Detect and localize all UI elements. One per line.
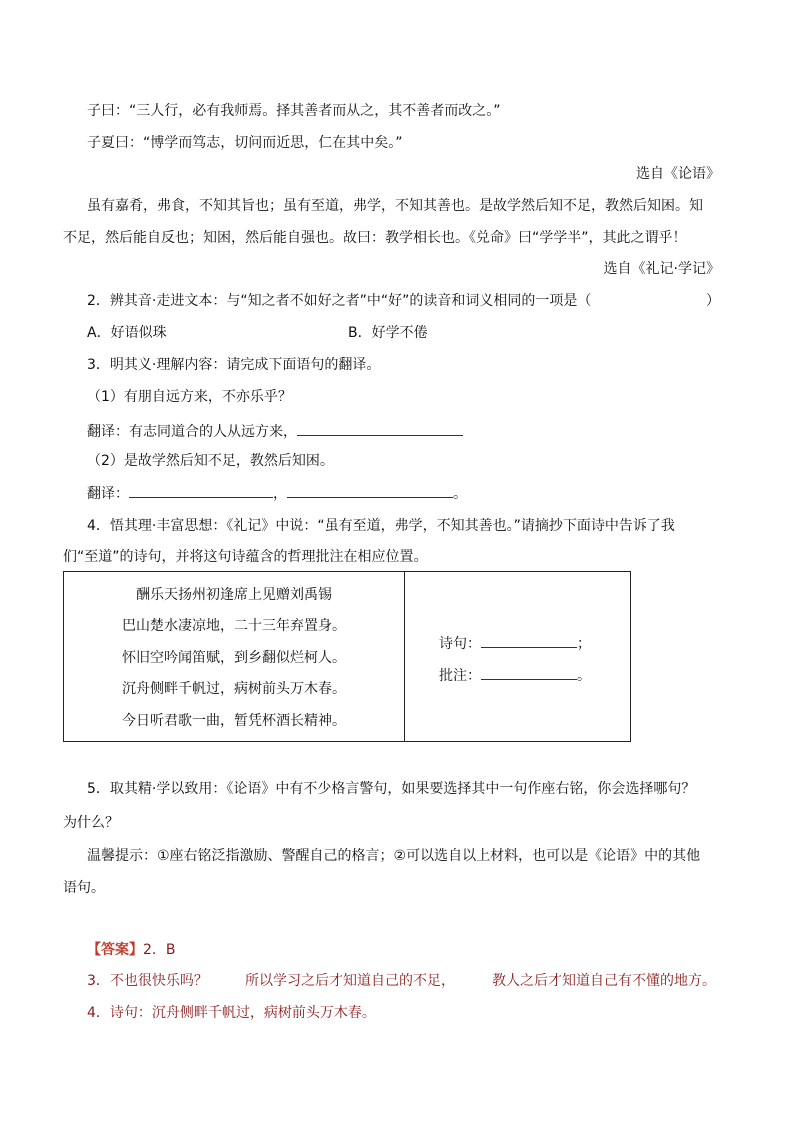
analects-quote-1: 子曰：“三人行，必有我师焉。择其善者而从之，其不善者而改之。”: [87, 103, 501, 119]
answer-3-part-2: 所以学习之后才知道自己的不足，: [245, 973, 455, 989]
translation-2-period: 。: [453, 486, 467, 502]
translation-1: [87, 421, 463, 442]
translation-2-blank-2[interactable]: [287, 483, 453, 498]
hint-line-1: 温馨提示：①座右铭泛指激励、警醒自己的格言；②可以选自以上材料，也可以是《论语》中的其他: [87, 848, 701, 864]
option-a: A．好语似珠: [87, 325, 167, 341]
hint-line-2: 语句。: [63, 880, 105, 896]
note-answer-end: 。: [577, 668, 591, 684]
poem-answer-end: ；: [577, 636, 591, 652]
answer-3-part-3: 教人之后才知道自己有不懂的地方。: [492, 973, 716, 989]
translation-1-prefix: 翻译：有志同道合的人从远方来，: [87, 424, 297, 440]
analects-quote-2: 子夏曰：“博学而笃志，切问而近思，仁在其中矣。”: [87, 135, 403, 151]
poem-answer-label: 诗句：: [439, 636, 481, 652]
translation-2-blank-1[interactable]: [129, 483, 273, 498]
note-answer-blank[interactable]: [481, 665, 577, 680]
poem-table: [63, 571, 631, 742]
note-answer-label: 批注：: [439, 668, 481, 684]
translation-2-prefix: 翻译：: [87, 486, 129, 502]
answer-3-part-1: 3．不也很快乐吗？: [87, 973, 208, 989]
question-5-line-2: 为什么？: [63, 815, 119, 831]
question-4-line-2: 们“至道”的诗句，并将这句诗蕴含的哲理批注在相应位置。: [63, 549, 428, 565]
poem-line-1: 巴山楚水凄凉地，二十三年弃置身。: [122, 618, 346, 634]
sentence-1: （1）有朋自远方来，不亦乐乎？: [87, 389, 292, 405]
poem-answer-blank[interactable]: [481, 633, 577, 648]
translation-2: [87, 483, 467, 504]
poem-line-3: 沉舟侧畔千帆过，病树前头万木春。: [122, 681, 346, 697]
translation-1-blank[interactable]: [297, 421, 463, 436]
poem-title: 酬乐天扬州初逢席上见赠刘禹锡: [136, 587, 332, 603]
answer-2: [87, 940, 176, 960]
question-5-line-1: 5．取其精·学以致用：《论语》中有不少格言警句，如果要选择其中一句作座右铭，你会选择哪句？: [87, 781, 696, 797]
poem-answer-field: [439, 633, 591, 654]
poem-line-4: 今日听君歌一曲，暂凭杯酒长精神。: [122, 713, 346, 729]
source-analects: 选自《论语》: [636, 166, 720, 182]
poem-line-2: 怀旧空吟闻笛赋，到乡翻似烂柯人。: [122, 650, 346, 666]
question-2-text: 2．辨其音·走进文本：与“知之者不如好之者”中“好”的读音和词义相同的一项是（: [87, 293, 592, 309]
poem-table-divider: [404, 572, 405, 741]
translation-2-comma: ，: [273, 486, 287, 502]
answer-tag: 【答案】: [87, 942, 143, 958]
answer-2-value: 2．B: [143, 942, 176, 958]
option-b: B．好学不倦: [348, 325, 428, 341]
note-answer-field: [439, 665, 591, 686]
liji-quote-line-2: 不足，然后能自反也；知困，然后能自强也。故曰：教学相长也。《兑命》曰“学学半”，其此之谓乎！: [63, 230, 687, 246]
question-2-paren-close: ）: [706, 293, 720, 309]
question-4-line-1: 4．悟其理·丰富思想：《礼记》中说：“虽有至道，弗学，不知其善也。”请摘抄下面诗中告诉了我: [87, 518, 675, 534]
sentence-2: （2）是故学然后知不足，教然后知困。: [87, 453, 334, 469]
answer-4: 4．诗句：沉舟侧畔千帆过，病树前头万木春。: [87, 1005, 376, 1021]
source-liji: 选自《礼记·学记》: [603, 261, 720, 277]
question-3-text: 3．明其义·理解内容：请完成下面语句的翻译。: [87, 357, 381, 373]
liji-quote-line-1: 虽有嘉肴，弗食，不知其旨也；虽有至道，弗学，不知其善也。是故学然后知不足，教然后知困。知: [87, 198, 703, 214]
